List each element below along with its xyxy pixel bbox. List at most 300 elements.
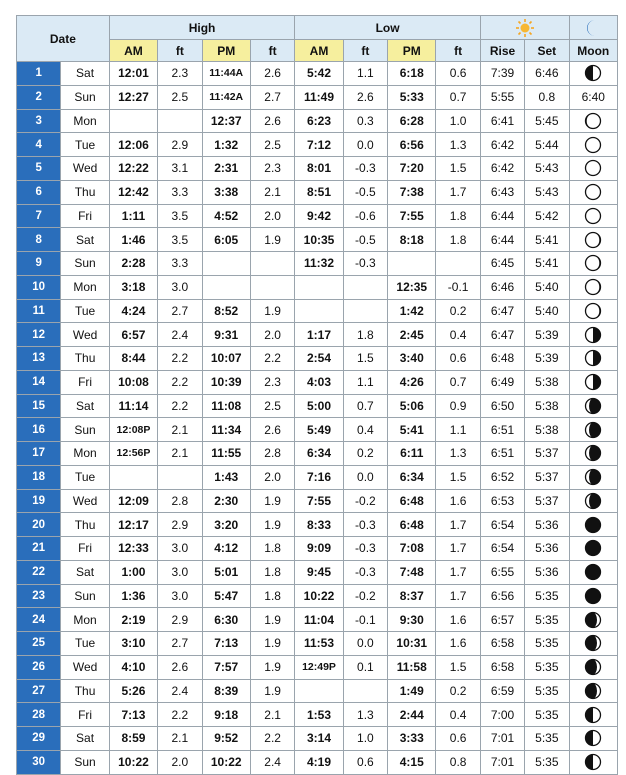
date-number: 13 [17,347,61,371]
day-of-week: Fri [61,537,109,561]
sunrise-time: 6:59 [480,679,524,703]
high-pm-height: 1.9 [250,228,294,252]
day-of-week: Thu [61,679,109,703]
sunrise-time: 6:45 [480,252,524,276]
crescent-moon-icon [584,18,602,38]
date-number: 25 [17,632,61,656]
date-number: 12 [17,323,61,347]
high-pm-time: 7:57 [202,655,250,679]
low-am-height [343,275,387,299]
low-pm-time: 6:56 [388,133,436,157]
high-am-height: 3.1 [158,157,202,181]
low-pm-height: 1.7 [436,584,480,608]
sun-header [480,16,569,40]
high-pm-time: 7:13 [202,632,250,656]
low-am-time: 8:51 [295,180,343,204]
high-pm-time: 2:30 [202,489,250,513]
high-am-height: 2.6 [158,655,202,679]
day-of-week: Wed [61,655,109,679]
low-pm-height: 0.2 [436,299,480,323]
sunrise-time: 6:44 [480,204,524,228]
high-am-time: 8:59 [109,727,157,751]
low-pm-height: 1.8 [436,204,480,228]
sunrise-time: 6:47 [480,299,524,323]
table-row [17,560,618,584]
moon-phase-icon [584,278,602,296]
moon-phase-icon [584,421,602,439]
high-pm-height: 1.9 [250,679,294,703]
sunset-time: 5:41 [525,228,569,252]
high-pm-height: 1.8 [250,584,294,608]
high-pm-time: 11:42A [202,85,250,109]
high-am-height: 3.0 [158,537,202,561]
moon-phase-icon [584,302,602,320]
low-am-time: 8:33 [295,513,343,537]
low-pm-height: 0.6 [436,62,480,86]
date-number: 30 [17,750,61,774]
low-am-time: 8:01 [295,157,343,181]
high-pm-height: 2.5 [250,133,294,157]
low-am-time: 10:35 [295,228,343,252]
moon-phase-icon [584,682,602,700]
day-of-week: Tue [61,632,109,656]
high-am-height [158,109,202,133]
low-pm-time: 8:18 [388,228,436,252]
low-pm-height: 1.8 [436,228,480,252]
low-am-time: 9:45 [295,560,343,584]
sunrise-time: 6:57 [480,608,524,632]
high-pm-height [250,252,294,276]
table-row [17,632,618,656]
high-pm-time: 1:32 [202,133,250,157]
high-am-height: 2.2 [158,394,202,418]
low-pm-time: 7:48 [388,560,436,584]
high-pm-height: 1.9 [250,299,294,323]
high-am-time: 8:44 [109,347,157,371]
moon-phase-cell [569,750,617,774]
day-of-week: Sun [61,584,109,608]
low-am-time: 9:42 [295,204,343,228]
low-am-height: 1.8 [343,323,387,347]
high-am-height: 2.4 [158,323,202,347]
low-am-height: 0.4 [343,418,387,442]
sunrise-time: 6:54 [480,537,524,561]
moon-phase-icon [584,373,602,391]
sunset-time: 5:35 [525,679,569,703]
high-am-height: 2.0 [158,750,202,774]
low-pm-height: 1.5 [436,465,480,489]
day-of-week: Wed [61,489,109,513]
high-am-time: 12:27 [109,85,157,109]
high-pm-height: 1.9 [250,513,294,537]
sunset-time: 6:46 [525,62,569,86]
sunset-time: 5:37 [525,465,569,489]
low-pm-time: 6:48 [388,489,436,513]
table-row [17,750,618,774]
high-pm-height: 2.1 [250,180,294,204]
low-pm-height [436,252,480,276]
moon-phase-cell [569,157,617,181]
low-pm-time: 7:08 [388,537,436,561]
table-row [17,703,618,727]
moon-phase-cell [569,299,617,323]
sunset-time: 5:43 [525,157,569,181]
low-am-height: -0.2 [343,489,387,513]
moon-phase-icon [584,634,602,652]
high-pm-time: 9:31 [202,323,250,347]
low-am-time: 5:49 [295,418,343,442]
date-number: 20 [17,513,61,537]
moon-phase-icon [584,444,602,462]
sunrise-time: 6:58 [480,655,524,679]
low-pm-height: 0.4 [436,323,480,347]
low-am-time: 11:49 [295,85,343,109]
sunrise-time: 6:48 [480,347,524,371]
date-number: 21 [17,537,61,561]
low-pm-height: -0.1 [436,275,480,299]
moon-phase-cell [569,560,617,584]
high-am-time: 4:24 [109,299,157,323]
low-am-time: 3:14 [295,727,343,751]
low-am-time: 1:17 [295,323,343,347]
sunset-time: 5:39 [525,347,569,371]
low-pm-time: 6:28 [388,109,436,133]
day-of-week: Wed [61,323,109,347]
table-row [17,85,618,109]
high-pm-height: 1.9 [250,655,294,679]
date-number: 28 [17,703,61,727]
high-am-time: 12:56P [109,442,157,466]
table-row [17,275,618,299]
low-am-header: AM [295,40,343,62]
low-pm-height: 1.5 [436,655,480,679]
table-row [17,655,618,679]
low-am-height: -0.5 [343,180,387,204]
high-am-time: 10:22 [109,750,157,774]
low-pm-height: 1.6 [436,489,480,513]
high-am-time: 7:13 [109,703,157,727]
tide-table [16,15,618,775]
low-am-time: 6:23 [295,109,343,133]
table-row [17,204,618,228]
low-pm-time: 5:33 [388,85,436,109]
moon-phase-icon [584,706,602,724]
high-pm-height: 2.0 [250,204,294,228]
sunset-time: 5:38 [525,394,569,418]
high-pm-height: 1.9 [250,632,294,656]
sun-icon [514,18,536,38]
low-am-time: 1:53 [295,703,343,727]
high-am-height: 3.5 [158,204,202,228]
high-pm-height: 2.2 [250,727,294,751]
table-row [17,370,618,394]
high-am-height: 3.0 [158,275,202,299]
low-pm-height: 1.3 [436,442,480,466]
moon-phase-icon [584,539,602,557]
high-pm-height: 2.7 [250,85,294,109]
high-am-time: 12:42 [109,180,157,204]
low-pm-time: 2:44 [388,703,436,727]
high-am-time: 12:22 [109,157,157,181]
sunrise-time: 6:44 [480,228,524,252]
sunset-time: 5:40 [525,275,569,299]
high-am-height: 3.0 [158,584,202,608]
low-pm-time: 10:31 [388,632,436,656]
low-am-time: 11:04 [295,608,343,632]
sunset-time: 5:35 [525,608,569,632]
low-am-time: 9:09 [295,537,343,561]
low-pm-time: 6:48 [388,513,436,537]
high-am-time: 2:28 [109,252,157,276]
low-pm-time: 7:20 [388,157,436,181]
high-am-time: 12:08P [109,418,157,442]
high-pm-time: 8:52 [202,299,250,323]
sunset-time: 5:35 [525,584,569,608]
low-am-height: -0.1 [343,608,387,632]
date-number: 2 [17,85,61,109]
sunrise-time: 6:42 [480,133,524,157]
high-pm-height: 2.6 [250,418,294,442]
day-of-week: Sat [61,560,109,584]
table-row [17,133,618,157]
high-am-time [109,109,157,133]
high-pm-time: 10:39 [202,370,250,394]
day-of-week: Fri [61,370,109,394]
high-pm-height: 1.9 [250,608,294,632]
moon-phase-icon [584,753,602,771]
sunrise-time: 6:46 [480,275,524,299]
low-am-time: 7:55 [295,489,343,513]
high-am-time: 4:10 [109,655,157,679]
high-am-time: 5:26 [109,679,157,703]
sunrise-time: 6:51 [480,442,524,466]
high-pm-height: 2.6 [250,109,294,133]
moon-phase-cell [569,228,617,252]
day-of-week: Thu [61,180,109,204]
high-header: High [109,16,295,40]
moon-phase-cell [569,394,617,418]
high-am-time: 11:14 [109,394,157,418]
low-am-time [295,275,343,299]
high-pm-time [202,275,250,299]
table-row [17,180,618,204]
low-am-height: 1.0 [343,727,387,751]
day-of-week: Sun [61,750,109,774]
high-am-header: AM [109,40,157,62]
sunset-time: 5:38 [525,418,569,442]
moon-phase-cell: 6:40 [569,85,617,109]
low-pm-height: 0.7 [436,85,480,109]
date-number: 14 [17,370,61,394]
low-am-height: 1.1 [343,370,387,394]
moon-phase-cell [569,442,617,466]
sunset-time: 5:43 [525,180,569,204]
date-number: 15 [17,394,61,418]
high-pm-height: 2.0 [250,465,294,489]
low-pm-height: 0.7 [436,370,480,394]
table-row [17,228,618,252]
sunrise-time: 6:53 [480,489,524,513]
low-pm-height: 1.7 [436,560,480,584]
low-pm-time: 9:30 [388,608,436,632]
day-of-week: Sun [61,418,109,442]
sunrise-time: 6:51 [480,418,524,442]
sunrise-time: 7:39 [480,62,524,86]
moon-phase-cell [569,513,617,537]
sunset-time: 5:35 [525,750,569,774]
high-pm-height: 2.3 [250,157,294,181]
moon-phase-icon [584,492,602,510]
day-of-week: Sun [61,252,109,276]
high-pm-height: 2.6 [250,62,294,86]
low-am-height: 2.6 [343,85,387,109]
high-am-height: 3.3 [158,252,202,276]
high-pm-time: 3:38 [202,180,250,204]
high-am-time: 1:00 [109,560,157,584]
low-am-height [343,299,387,323]
sunrise-time: 6:52 [480,465,524,489]
day-of-week: Mon [61,275,109,299]
sunrise-time: 6:55 [480,560,524,584]
moon-phase-cell [569,347,617,371]
day-of-week: Tue [61,299,109,323]
moon-phase-icon [584,611,602,629]
moon-phase-icon [584,729,602,747]
low-am-height: -0.3 [343,560,387,584]
header-row-1 [17,16,618,40]
low-pm-time: 3:33 [388,727,436,751]
low-pm-height: 0.8 [436,750,480,774]
table-row [17,323,618,347]
high-am-height: 2.5 [158,85,202,109]
low-pm-header: PM [388,40,436,62]
moon-phase-cell [569,323,617,347]
high-pm-time: 11:44A [202,62,250,86]
table-row [17,679,618,703]
high-am-time: 3:10 [109,632,157,656]
moon-phase-icon [584,587,602,605]
high-am-time: 10:08 [109,370,157,394]
low-pm-time: 2:45 [388,323,436,347]
low-am-time: 6:34 [295,442,343,466]
moon-phase-icon [584,136,602,154]
low-am-height: -0.3 [343,157,387,181]
date-number: 1 [17,62,61,86]
low-pm-height: 1.7 [436,537,480,561]
high-am-time: 6:57 [109,323,157,347]
moon-phase-icon [584,516,602,534]
low-pm-time: 5:41 [388,418,436,442]
low-pm-time: 6:18 [388,62,436,86]
moon-phase-cell [569,133,617,157]
table-row [17,513,618,537]
sunset-time: 5:37 [525,489,569,513]
high-pm-time: 6:30 [202,608,250,632]
low-pm-time: 12:35 [388,275,436,299]
moon-phase-cell [569,489,617,513]
low-header: Low [295,16,481,40]
moon-phase-cell [569,703,617,727]
high-am-height: 2.2 [158,347,202,371]
date-number: 5 [17,157,61,181]
date-number: 11 [17,299,61,323]
table-row [17,489,618,513]
low-am-height: -0.5 [343,228,387,252]
high-pm-time: 5:01 [202,560,250,584]
low-am-time: 7:12 [295,133,343,157]
high-pm-time: 12:37 [202,109,250,133]
moon-phase-cell [569,180,617,204]
low-pm-time: 7:38 [388,180,436,204]
low-pm-height: 0.4 [436,703,480,727]
low-am-height: -0.3 [343,513,387,537]
low-pm-height: 0.9 [436,394,480,418]
table-row [17,537,618,561]
high-pm-time: 6:05 [202,228,250,252]
day-of-week: Mon [61,608,109,632]
table-row [17,252,618,276]
low-am-time: 11:32 [295,252,343,276]
high-am-time: 12:33 [109,537,157,561]
day-of-week: Sat [61,394,109,418]
high-am-height: 3.3 [158,180,202,204]
moon-phase-cell [569,655,617,679]
sunrise-time: 6:42 [480,157,524,181]
low-pm-time: 4:15 [388,750,436,774]
day-of-week: Tue [61,465,109,489]
high-am-time: 3:18 [109,275,157,299]
low-pm-time: 7:55 [388,204,436,228]
low-pm-height: 0.6 [436,727,480,751]
low-am-time: 4:19 [295,750,343,774]
moon-phase-cell [569,252,617,276]
high-pm-height: 2.8 [250,442,294,466]
high-am-height: 2.1 [158,442,202,466]
low-pm-height: 0.2 [436,679,480,703]
low-pm-height: 1.3 [436,133,480,157]
date-number: 27 [17,679,61,703]
moon-phase-cell [569,418,617,442]
high-pm-time: 10:22 [202,750,250,774]
high-am-height: 2.1 [158,418,202,442]
high-am-height: 2.4 [158,679,202,703]
sunset-time: 5:38 [525,370,569,394]
date-number: 6 [17,180,61,204]
table-row [17,584,618,608]
date-number: 18 [17,465,61,489]
low-am-height: 0.0 [343,632,387,656]
low-am-height: 1.5 [343,347,387,371]
day-of-week: Wed [61,157,109,181]
high-pm-height: 2.2 [250,347,294,371]
sunrise-time: 6:49 [480,370,524,394]
high-am-time: 1:36 [109,584,157,608]
low-pm-height: 1.7 [436,513,480,537]
moon-phase-icon [584,397,602,415]
sunrise-time: 7:01 [480,750,524,774]
sunset-time: 5:35 [525,703,569,727]
table-row [17,299,618,323]
date-header: Date [17,16,110,62]
day-of-week: Tue [61,133,109,157]
moon-phase-cell [569,370,617,394]
moon-phase-icon [584,207,602,225]
low-pm-height: 1.1 [436,418,480,442]
high-am-height: 2.7 [158,299,202,323]
high-am-height: 2.7 [158,632,202,656]
table-row [17,62,618,86]
table-row [17,394,618,418]
